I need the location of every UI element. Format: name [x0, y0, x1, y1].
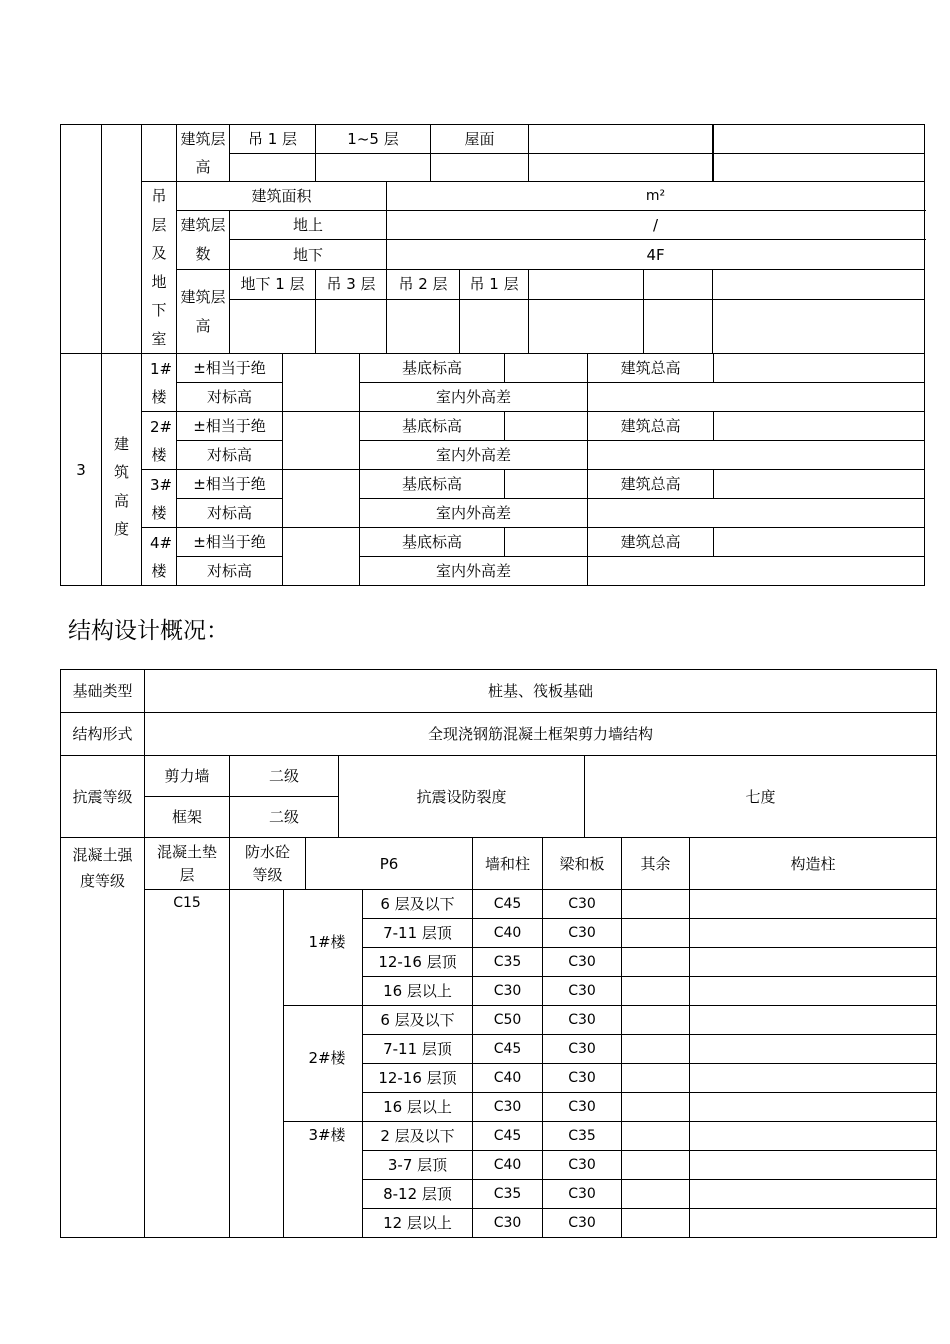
upper-col-b	[102, 125, 142, 354]
col-wall-column: 墙和柱	[473, 838, 543, 890]
abs-elev-1: ±相当于绝	[177, 470, 283, 499]
grade-beam: C30	[543, 1209, 622, 1238]
blank-cell	[529, 125, 713, 154]
basement-group-label: 吊层及地下室	[142, 182, 177, 354]
p6-label: P6	[306, 838, 473, 890]
base-elev-label: 基底标高	[360, 412, 505, 441]
grade-constr	[690, 1035, 937, 1064]
floor-range: 2 层及以下	[363, 1122, 473, 1151]
floor-header-2: 1~5 层	[316, 125, 431, 154]
grade-beam: C30	[543, 1064, 622, 1093]
floor-range: 16 层以上	[363, 977, 473, 1006]
grade-other	[622, 1093, 690, 1122]
height-diff-value	[588, 557, 925, 586]
height-col-1: 地下 1 层	[230, 270, 316, 299]
grade-wall: C35	[473, 1180, 543, 1209]
grade-constr	[690, 1180, 937, 1209]
blank-cell	[714, 154, 925, 182]
abs-elev-value	[283, 470, 360, 528]
structure-label: 结构形式	[61, 713, 145, 756]
bldg-1: 1#楼	[142, 354, 177, 412]
grade-other	[622, 1209, 690, 1238]
crack-label: 抗震设防裂度	[339, 756, 585, 838]
grade-wall: C35	[473, 948, 543, 977]
height-diff-label: 室内外高差	[360, 383, 588, 412]
grade-beam: C30	[543, 1093, 622, 1122]
grade-other	[622, 977, 690, 1006]
bldg-name: 3#楼	[284, 1122, 363, 1238]
crack-value: 七度	[585, 756, 937, 838]
total-height-label: 建筑总高	[588, 354, 714, 383]
grade-wall: C45	[473, 1035, 543, 1064]
grade-constr	[690, 1122, 937, 1151]
blank-cell	[529, 299, 644, 353]
grade-wall: C45	[473, 890, 543, 919]
floor-range: 3-7 层顶	[363, 1151, 473, 1180]
grade-other	[622, 948, 690, 977]
grade-wall: C30	[473, 1093, 543, 1122]
grade-beam: C30	[543, 977, 622, 1006]
floors-label: 建筑层数	[177, 211, 230, 270]
base-elev-value	[505, 354, 588, 383]
floor-range: 12 层以上	[363, 1209, 473, 1238]
upper-col-c	[142, 125, 177, 182]
blank-cell	[644, 270, 713, 299]
abs-elev-2: 对标高	[177, 383, 283, 412]
base-elev-value	[505, 412, 588, 441]
floor-header-1: 吊 1 层	[230, 125, 316, 154]
grade-constr	[690, 1151, 937, 1180]
grade-other	[622, 890, 690, 919]
height-col-3: 吊 2 层	[387, 270, 460, 299]
waterproof-value	[230, 890, 284, 1238]
frame-label: 框架	[145, 797, 230, 838]
blank-cell	[460, 299, 529, 353]
cushion-label: 混凝土垫层	[145, 838, 230, 890]
height-col-4: 吊 1 层	[460, 270, 529, 299]
abs-elev-1: ±相当于绝	[177, 528, 283, 557]
col-other: 其余	[622, 838, 690, 890]
total-height-value	[714, 354, 925, 383]
abs-elev-2: 对标高	[177, 441, 283, 470]
height-diff-value	[588, 499, 925, 528]
grade-constr	[690, 1209, 937, 1238]
grade-beam: C30	[543, 890, 622, 919]
below-label: 地下	[230, 240, 387, 270]
bldg-2: 2#楼	[142, 412, 177, 470]
blank-cell	[529, 154, 713, 182]
abs-elev-1: ±相当于绝	[177, 354, 283, 383]
abs-elev-value	[283, 528, 360, 586]
blank-cell	[230, 154, 316, 182]
col-constr-column: 构造柱	[690, 838, 937, 890]
blank-cell	[316, 154, 431, 182]
grade-wall: C30	[473, 977, 543, 1006]
base-elev-value	[505, 528, 588, 557]
grade-constr	[690, 1006, 937, 1035]
grade-constr	[690, 919, 937, 948]
waterproof-label: 防水砼等级	[230, 838, 306, 890]
grade-beam: C30	[543, 1006, 622, 1035]
grade-other	[622, 1151, 690, 1180]
grade-other	[622, 1006, 690, 1035]
shear-wall-grade: 二级	[230, 756, 339, 797]
bldg-4: 4#楼	[142, 528, 177, 586]
grade-wall: C40	[473, 1064, 543, 1093]
above-label: 地上	[230, 211, 387, 240]
grade-other	[622, 1035, 690, 1064]
total-height-label: 建筑总高	[588, 470, 714, 499]
grade-constr	[690, 977, 937, 1006]
height-label: 建筑层高	[177, 125, 230, 182]
abs-elev-2: 对标高	[177, 557, 283, 586]
structure-value: 全现浇钢筋混凝土框架剪力墙结构	[145, 713, 937, 756]
area-value: m²	[387, 182, 925, 211]
height-diff-label: 室内外高差	[360, 499, 588, 528]
blank-cell	[387, 299, 460, 353]
section-label: 建筑高度	[102, 354, 142, 586]
grade-wall: C30	[473, 1209, 543, 1238]
grade-wall: C50	[473, 1006, 543, 1035]
height-diff-value	[588, 441, 925, 470]
bldg-name: 2#楼	[284, 1006, 363, 1122]
blank-cell	[316, 299, 387, 353]
total-height-value	[714, 528, 925, 557]
height-col-2: 吊 3 层	[316, 270, 387, 299]
grade-beam: C30	[543, 948, 622, 977]
grade-beam: C30	[543, 1035, 622, 1064]
grade-constr	[690, 948, 937, 977]
foundation-value: 桩基、筏板基础	[145, 670, 937, 713]
blank-cell	[713, 270, 925, 299]
cushion-value: C15	[145, 890, 230, 1238]
height-diff-value	[588, 383, 925, 412]
shear-wall-label: 剪力墙	[145, 756, 230, 797]
structure-section-title: 结构设计概况：	[68, 618, 229, 644]
grade-other	[622, 919, 690, 948]
blank-cell	[230, 299, 316, 353]
total-height-value	[714, 412, 925, 441]
blank-cell	[431, 154, 529, 182]
grade-beam: C35	[543, 1122, 622, 1151]
upper-col-a	[61, 125, 102, 354]
area-label: 建筑面积	[177, 182, 387, 211]
total-height-label: 建筑总高	[588, 412, 714, 441]
total-height-value	[714, 470, 925, 499]
bldg-3: 3#楼	[142, 470, 177, 528]
floor-header-3: 屋面	[431, 125, 529, 154]
floor-height-label: 建筑层高	[177, 270, 230, 354]
grade-other	[622, 1122, 690, 1151]
abs-elev-2: 对标高	[177, 499, 283, 528]
abs-elev-value	[283, 412, 360, 470]
frame-grade: 二级	[230, 797, 339, 838]
floor-range: 6 层及以下	[363, 890, 473, 919]
grade-constr	[690, 1064, 937, 1093]
blank-cell	[529, 270, 644, 299]
floor-range: 12-16 层顶	[363, 948, 473, 977]
structure-overview-table	[60, 669, 937, 1238]
building-overview-table	[60, 124, 925, 586]
blank-cell	[644, 299, 713, 353]
floor-range: 16 层以上	[363, 1093, 473, 1122]
grade-constr	[690, 1093, 937, 1122]
grade-wall: C40	[473, 919, 543, 948]
grade-wall: C40	[473, 1151, 543, 1180]
foundation-label: 基础类型	[61, 670, 145, 713]
grade-constr	[690, 890, 937, 919]
grade-beam: C30	[543, 919, 622, 948]
base-elev-label: 基底标高	[360, 528, 505, 557]
floor-range: 6 层及以下	[363, 1006, 473, 1035]
height-diff-label: 室内外高差	[360, 441, 588, 470]
section-number: 3	[61, 354, 102, 586]
above-value: /	[387, 211, 925, 240]
grade-wall: C45	[473, 1122, 543, 1151]
base-elev-value	[505, 470, 588, 499]
height-diff-label: 室内外高差	[360, 557, 588, 586]
below-value: 4F	[387, 240, 925, 270]
floor-range: 7-11 层顶	[363, 919, 473, 948]
grade-beam: C30	[543, 1180, 622, 1209]
seismic-label: 抗震等级	[61, 756, 145, 838]
floor-range: 8-12 层顶	[363, 1180, 473, 1209]
blank-cell	[713, 299, 925, 353]
floor-range: 7-11 层顶	[363, 1035, 473, 1064]
floor-range: 12-16 层顶	[363, 1064, 473, 1093]
concrete-label: 混凝土强度等级	[61, 838, 145, 1238]
blank-cell	[714, 125, 925, 154]
base-elev-label: 基底标高	[360, 470, 505, 499]
grade-beam: C30	[543, 1151, 622, 1180]
base-elev-label: 基底标高	[360, 354, 505, 383]
grade-other	[622, 1064, 690, 1093]
abs-elev-value	[283, 354, 360, 412]
total-height-label: 建筑总高	[588, 528, 714, 557]
abs-elev-1: ±相当于绝	[177, 412, 283, 441]
grade-other	[622, 1180, 690, 1209]
col-beam-slab: 梁和板	[543, 838, 622, 890]
bldg-name: 1#楼	[284, 890, 363, 1006]
